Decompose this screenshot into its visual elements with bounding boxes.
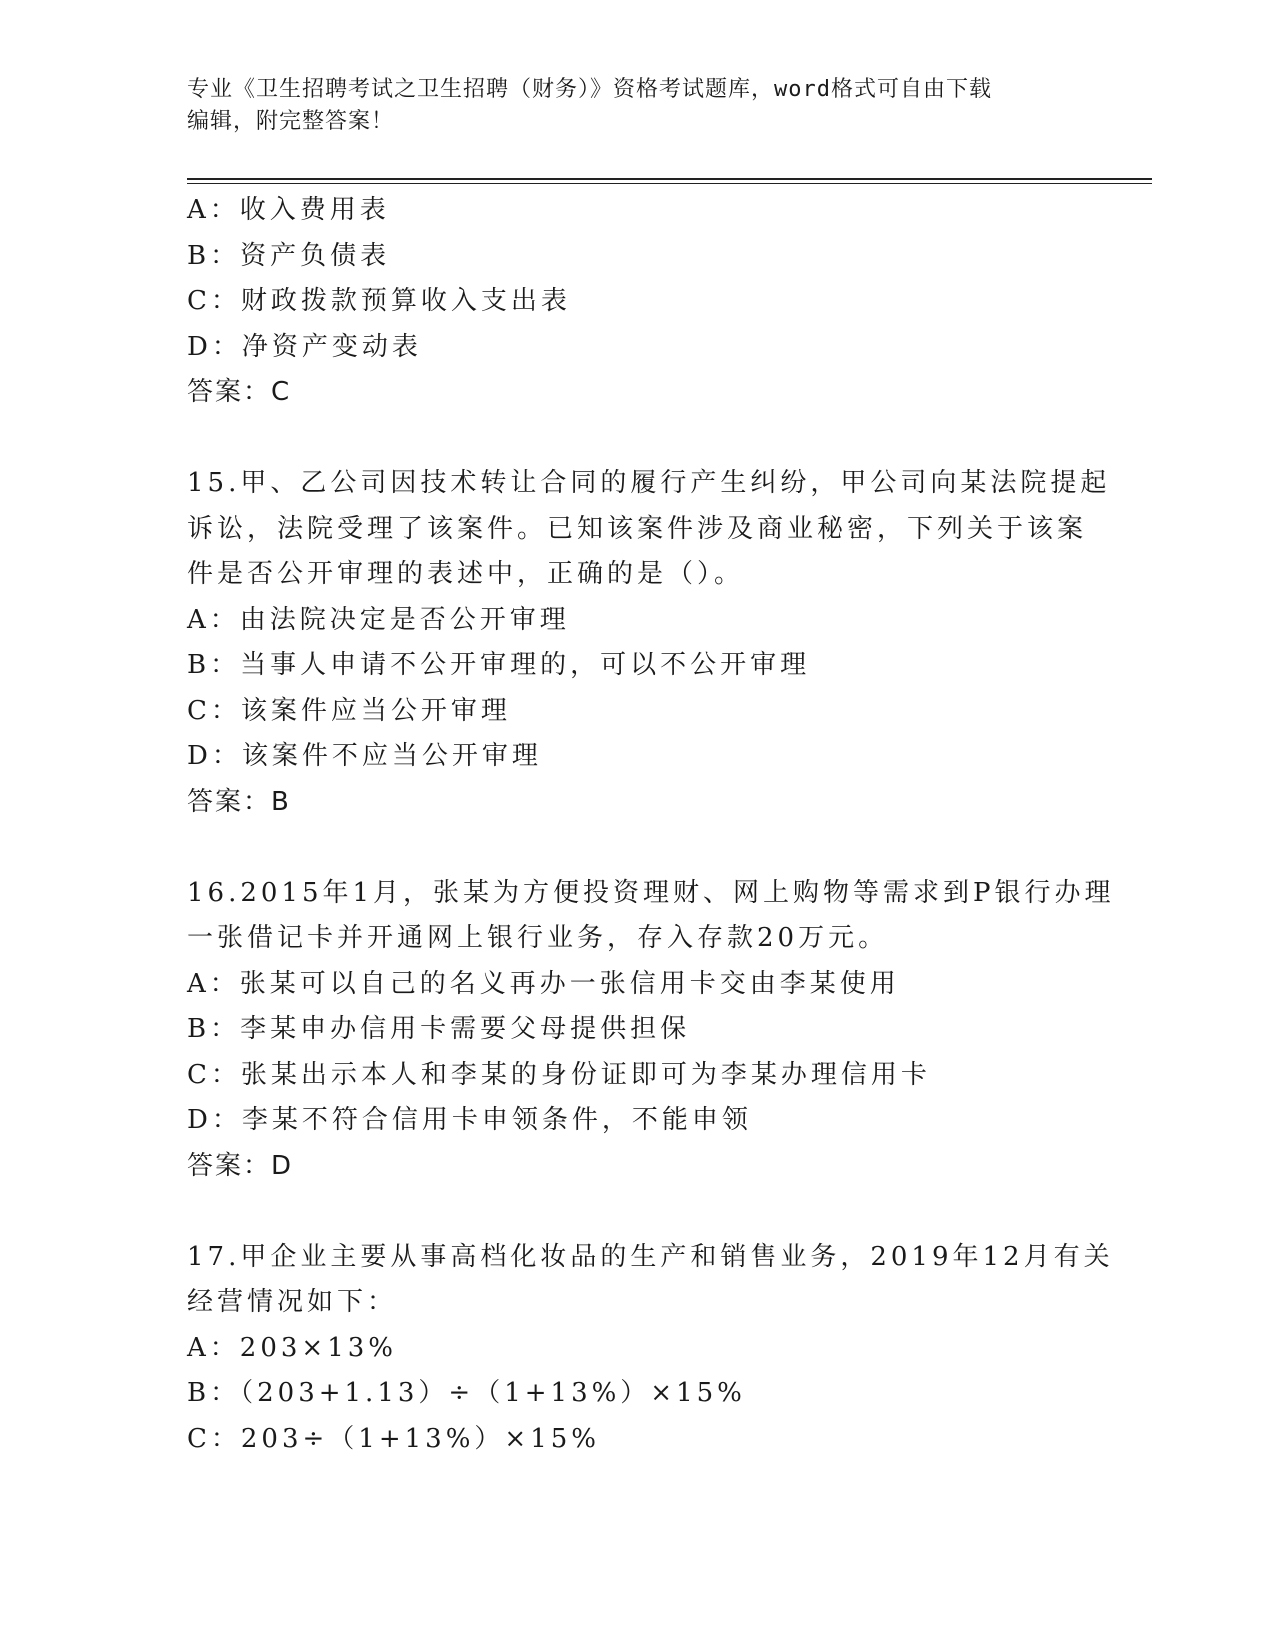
question-stem-line: 件是否公开审理的表述中，正确的是（）。 [187,559,745,589]
option-b: B：李某申办信用卡需要父母提供担保 [187,1014,691,1044]
option-c: C：财政拨款预算收入支出表 [187,286,571,316]
option-d: D：净资产变动表 [187,331,422,362]
header-line-2: 编辑，附完整答案！ [187,109,395,134]
question-stem-line: 17.甲企业主要从事高档化妆品的生产和销售业务，2019年12月有关 [187,1241,1114,1272]
question-17-block [187,1235,1114,1463]
option-a: A：203×13% [187,1332,397,1363]
option-c: C：该案件应当公开审理 [187,695,511,726]
question-15-block [187,461,1111,825]
question-stem-line: 16.2015年1月，张某为方便投资理财、网上购物等需求到P银行办理 [187,877,1115,908]
question-16-block [187,871,1115,1190]
question-14-block [187,188,1087,416]
answer-line: 答案：C [187,377,292,407]
option-d: D：该案件不应当公开审理 [187,741,542,771]
question-stem-line: 诉讼，法院受理了该案件。已知该案件涉及商业秘密，下列关于该案 [187,513,1088,544]
option-d: D：李某不符合信用卡申领条件，不能申领 [187,1105,752,1135]
question-list [187,188,1115,1462]
option-a: A：由法院决定是否公开审理 [187,604,570,635]
option-b: B：当事人申请不公开审理的，可以不公开审理 [187,650,811,680]
answer-line: 答案：D [187,1150,294,1181]
option-b: B：（203+1.13）÷（1+13%）×15% [187,1378,746,1408]
question-stem-line: 15.甲、乙公司因技术转让合同的履行产生纠纷，甲公司向某法院提起 [187,468,1111,498]
document-header [187,74,1067,138]
option-c: C：张某出示本人和李某的身份证即可为李某办理信用卡 [187,1059,931,1090]
header-divider-thick [187,178,1152,180]
option-a: A：收入费用表 [187,195,390,225]
option-c: C：203÷（1+13%）×15% [187,1423,600,1454]
answer-line: 答案：B [187,786,291,817]
header-divider-thin [187,183,1152,184]
question-stem-line: 经营情况如下： [187,1287,398,1317]
header-line-1: 专业《卫生招聘考试之卫生招聘（财务）》资格考试题库，word格式可自由下载 [187,77,992,102]
option-a: A：张某可以自己的名义再办一张信用卡交由李某使用 [187,968,900,999]
question-stem-line: 一张借记卡并开通网上银行业务，存入存款20万元。 [187,923,889,953]
option-b: B：资产负债表 [187,240,391,271]
